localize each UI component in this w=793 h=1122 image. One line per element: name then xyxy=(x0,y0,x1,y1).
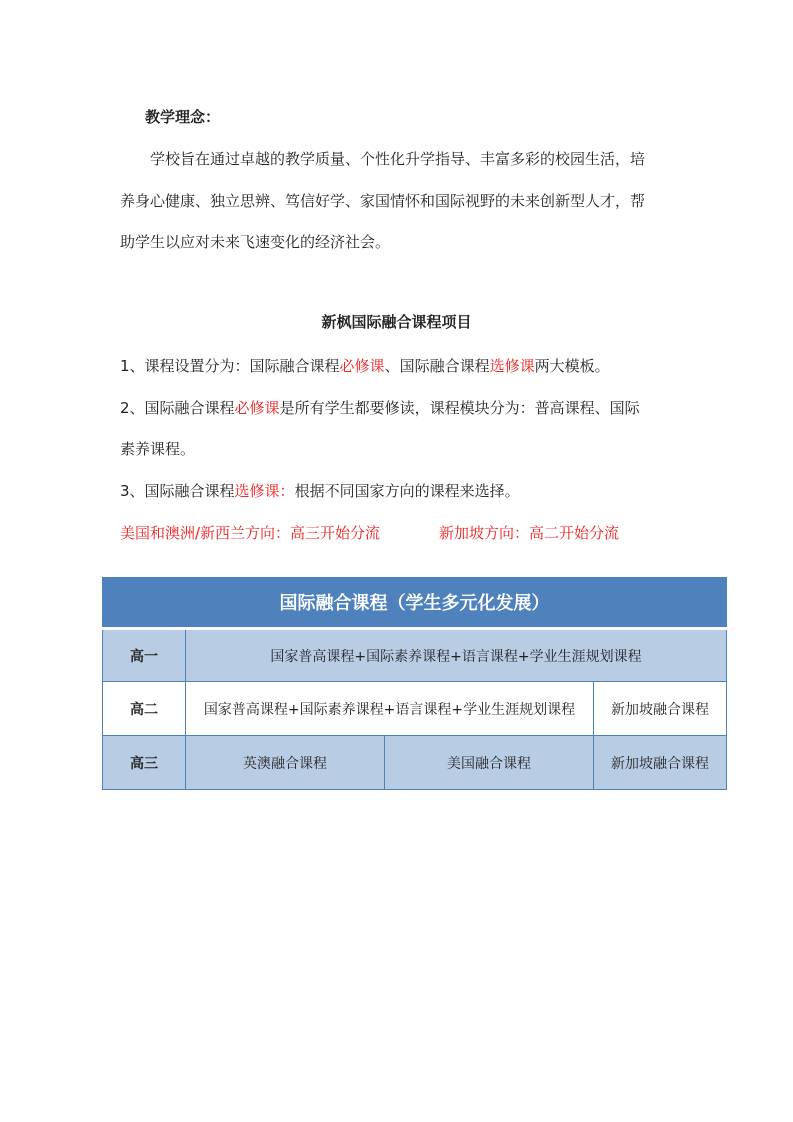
grade-label: 高三 xyxy=(103,736,186,790)
table-row xyxy=(103,628,727,682)
program-item-1 xyxy=(120,359,610,374)
item-2-prefix: 2、国际融合课程 xyxy=(120,399,235,417)
course-cell: 英澳融合课程 xyxy=(186,736,385,790)
course-cell: 美国融合课程 xyxy=(385,736,594,790)
philosophy-line-2: 养身心健康、独立思辨、笃信好学、家国情怀和国际视野的未来创新型人才，帮 xyxy=(120,192,646,210)
philosophy-line-1: 学校旨在通过卓越的教学质量、个性化升学指导、丰富多彩的校园生活，培 xyxy=(150,150,646,168)
program-item-2 xyxy=(120,401,640,416)
required-course-text: 必修课 xyxy=(339,357,385,375)
grade-label: 高二 xyxy=(103,682,186,736)
program-item-2-continued: 素养课程。 xyxy=(120,440,196,458)
item-3-suffix: 根据不同国家方向的课程来选择。 xyxy=(294,482,520,500)
item-1-prefix: 1、课程设置分为：国际融合课程 xyxy=(120,357,340,375)
table-row xyxy=(103,736,727,790)
philosophy-line-3: 助学生以应对未来飞速变化的经济社会。 xyxy=(120,233,391,251)
course-cell: 新加坡融合课程 xyxy=(594,682,727,736)
required-course-text: 必修课 xyxy=(234,399,280,417)
program-title: 新枫国际融合课程项目 xyxy=(321,313,472,331)
course-cell: 新加坡融合课程 xyxy=(594,736,727,790)
program-item-3 xyxy=(120,484,520,499)
item-1-mid: 、国际融合课程 xyxy=(384,357,490,375)
item-2-suffix: 是所有学生都要修读，课程模块分为：普高课程、国际 xyxy=(279,399,640,417)
course-cell: 国家普高课程+国际素养课程+语言课程+学业生涯规划课程 xyxy=(186,628,727,682)
course-cell: 国家普高课程+国际素养课程+语言课程+学业生涯规划课程 xyxy=(186,682,594,736)
us-aus-track-note: 美国和澳洲/新西兰方向：高三开始分流 xyxy=(120,524,381,542)
table-row xyxy=(103,682,727,736)
elective-course-text: 选修课 xyxy=(489,357,535,375)
singapore-track-note: 新加坡方向：高二开始分流 xyxy=(439,524,620,542)
item-1-suffix: 两大模板。 xyxy=(534,357,610,375)
table-header: 国际融合课程（学生多元化发展） xyxy=(103,578,727,629)
curriculum-table xyxy=(102,577,727,790)
grade-label: 高一 xyxy=(103,628,186,682)
item-3-prefix: 3、国际融合课程 xyxy=(120,482,235,500)
elective-course-text: 选修课： xyxy=(234,482,295,500)
philosophy-heading: 教学理念： xyxy=(145,108,221,126)
